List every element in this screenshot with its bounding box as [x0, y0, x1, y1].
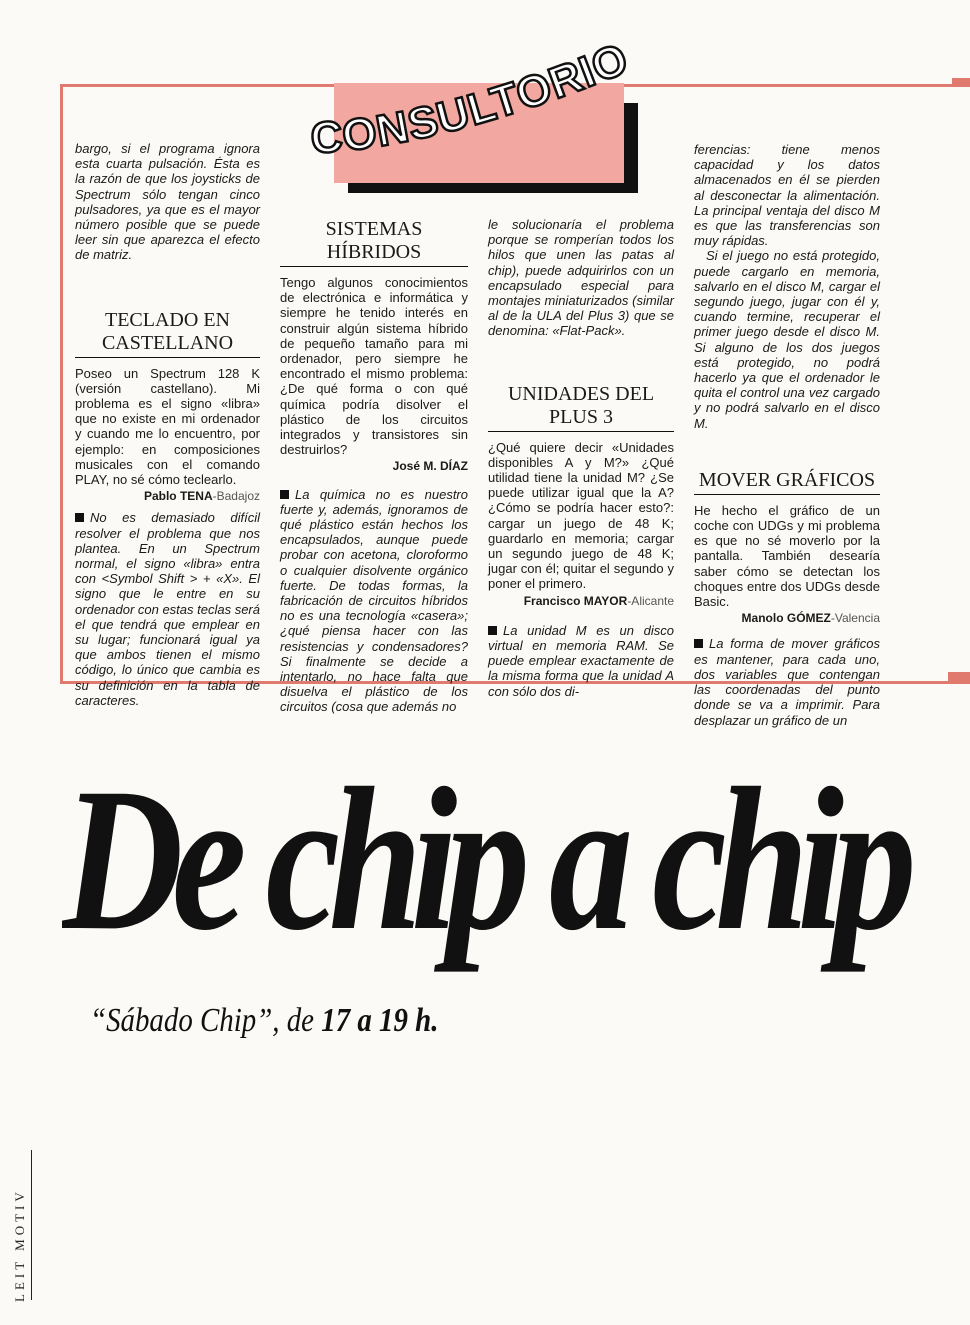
col4-sig-name: Manolo GÓMEZ	[741, 611, 831, 626]
banner-title: CONSULTORIO	[309, 33, 636, 164]
answer-bullet-icon	[280, 490, 289, 499]
col4-intro-2: Si el juego no está protegido, puede cargarlo en memoria, salvarlo en el disco M, cargar el segundo juego, jugar con él y, cuando termine, recuperar el primer juego desde el disco M. Si alguno de los dos juegos está protegido, no podrá hacerlo ya que el ordenador le quita el control una vez cargado y no podrá salvarlo en el disco M.	[694, 248, 880, 431]
col3-signature	[488, 594, 674, 609]
col2-answer	[280, 487, 468, 715]
side-divider	[31, 1150, 32, 1300]
col1-sig-city: -Badajoz	[212, 489, 260, 504]
answer-bullet-icon	[488, 626, 497, 635]
ad-subtitle-a: “Sábado Chip”, de	[90, 1002, 322, 1039]
col2-heading: SISTEMAS HÍBRIDOS	[280, 218, 468, 267]
col4-heading: MOVER GRÁFICOS	[694, 469, 880, 495]
side-brand: LEIT MOTIV	[12, 1188, 27, 1302]
column-1	[75, 141, 260, 708]
answer-bullet-icon	[75, 513, 84, 522]
col4-intro-1: ferencias: tiene menos capacidad y los datos almacenados en él se pierden al desconectar la alimentación. La principal ventaja del disco M es que las transferencias son muy rápidas.	[694, 142, 880, 249]
column-4	[694, 142, 880, 728]
svg-text:CONSULTORIO	[309, 34, 635, 164]
col4-answer-text: La forma de mover gráficos es mantener, para cada uno, dos variables que contengan las coordenadas del punto donde se va a imprimir. Para desplazar un gráfico de un	[694, 636, 880, 728]
banner-shadow-bottom	[348, 183, 638, 193]
column-3	[488, 217, 674, 699]
col2-signature	[280, 459, 468, 474]
col2-sig-name: José M. DÍAZ	[392, 459, 468, 474]
frame-border-corner	[952, 78, 970, 86]
col4-question: He hecho el gráfico de un coche con UDGs y mi problema es que no sé moverlo por la pantalla. También desearía saber cómo se detectan los choques entre dos UDGs desde Basic.	[694, 502, 880, 610]
ad-subtitle-b: 17 a 19 h.	[321, 1002, 439, 1039]
col3-heading: UNIDADES DEL PLUS 3	[488, 383, 674, 432]
col4-sig-city: -Valencia	[830, 611, 880, 626]
banner-logo	[300, 28, 660, 168]
col3-sig-name: Francisco MAYOR	[523, 593, 628, 608]
col1-heading: TECLADO EN CASTELLANO	[75, 309, 260, 358]
col1-answer-text: No es demasiado difícil resolver el problema que nos plantea. En un Spectrum normal, el signo «libra» entra con <Symbol Shift > + «X». El signo que le entre en su ordenador con estas teclas será el que tendrá que emplear en su lugar; funcionará igual ya que ambos tienen el mismo código, lo único que cambia es su definición en la tabla de caracteres.	[75, 510, 260, 708]
col2-answer-text: La química no es nuestro fuerte y, además, ignoramos de qué plástico están hechos los encapsulados, aunque puede probar con acetona, cloroformo o cualquier disolvente orgánico fuerte. De todas formas, la fabricación de circuitos híbridos no es una tecnología «casera»; ¿qué piensa hacer con las resistencias y condensadores? Si finalmente se decide a intentarlo, no hace falta que disuelva el plástico de los circuitos (cosa que además no	[280, 486, 468, 715]
ad-subtitle	[90, 1002, 438, 1040]
column-2	[280, 218, 468, 715]
col3-sig-city: -Alicante	[627, 593, 674, 608]
col3-answer	[488, 623, 674, 699]
col3-intro: le solucionaría el problema porque se romperían todos los hilos que unen las patas al chip), puede adquirirlos con un encapsulado especial para montajes miniaturizados (similar al de la ULA del Plus 3) que se denomina: «Flat-Pack».	[488, 217, 674, 339]
answer-bullet-icon	[694, 639, 703, 648]
ad-headline	[62, 745, 970, 985]
frame-border-corner-bottom	[948, 672, 970, 682]
frame-border-left	[60, 84, 63, 684]
col1-signature	[75, 489, 260, 504]
col3-answer-text: La unidad M es un disco virtual en memoria RAM. Se puede emplear exactamente de la misma forma que la unidad A con sólo dos di-	[488, 622, 674, 699]
col2-question: Tengo algunos conocimientos de electrónica e informática y siempre he tenido interés en construir algún sistema híbrido de pequeño tamaño para mi ordenador, pero siempre he encontrado el mismo problema: ¿De qué forma o con qué química podría disolver el plástico de los circuitos integrados y transistores sin destruirlos?	[280, 275, 468, 458]
col1-sig-name: Pablo TENA	[143, 489, 213, 504]
col1-question: Poseo un Spectrum 128 K (versión castellano). Mi problema es el signo «libra» que no existe en mi ordenador y cuando me lo encuentro, por ejemplo: en composiciones musicales con el comando PLAY, no sé cómo teclearlo.	[75, 365, 260, 488]
ad-headline-text: De chip a chip	[62, 746, 906, 973]
col1-intro: bargo, si el programa ignora esta cuarta pulsación. Ésta es la razón de que los joysticks de Spectrum sólo tengan cinco pulsadores, ya que es el mayor número posible que se puede leer sin que aparezca el efecto de matriz.	[75, 141, 260, 263]
col3-question: ¿Qué quiere decir «Unidades disponibles A y M?» ¿Qué utilidad tiene la unidad M? ¿Se puede utilizar igual que la A? ¿Cómo se podría hacer esto?: cargar un juego de 48 K; guardarlo en memoria; cargar un segundo juego de 48 K; jugar con él; quitar el segundo y poner el primero.	[488, 439, 674, 592]
section-banner	[300, 28, 660, 168]
col4-answer	[694, 636, 880, 727]
col1-answer	[75, 510, 260, 708]
col4-signature	[694, 611, 880, 626]
